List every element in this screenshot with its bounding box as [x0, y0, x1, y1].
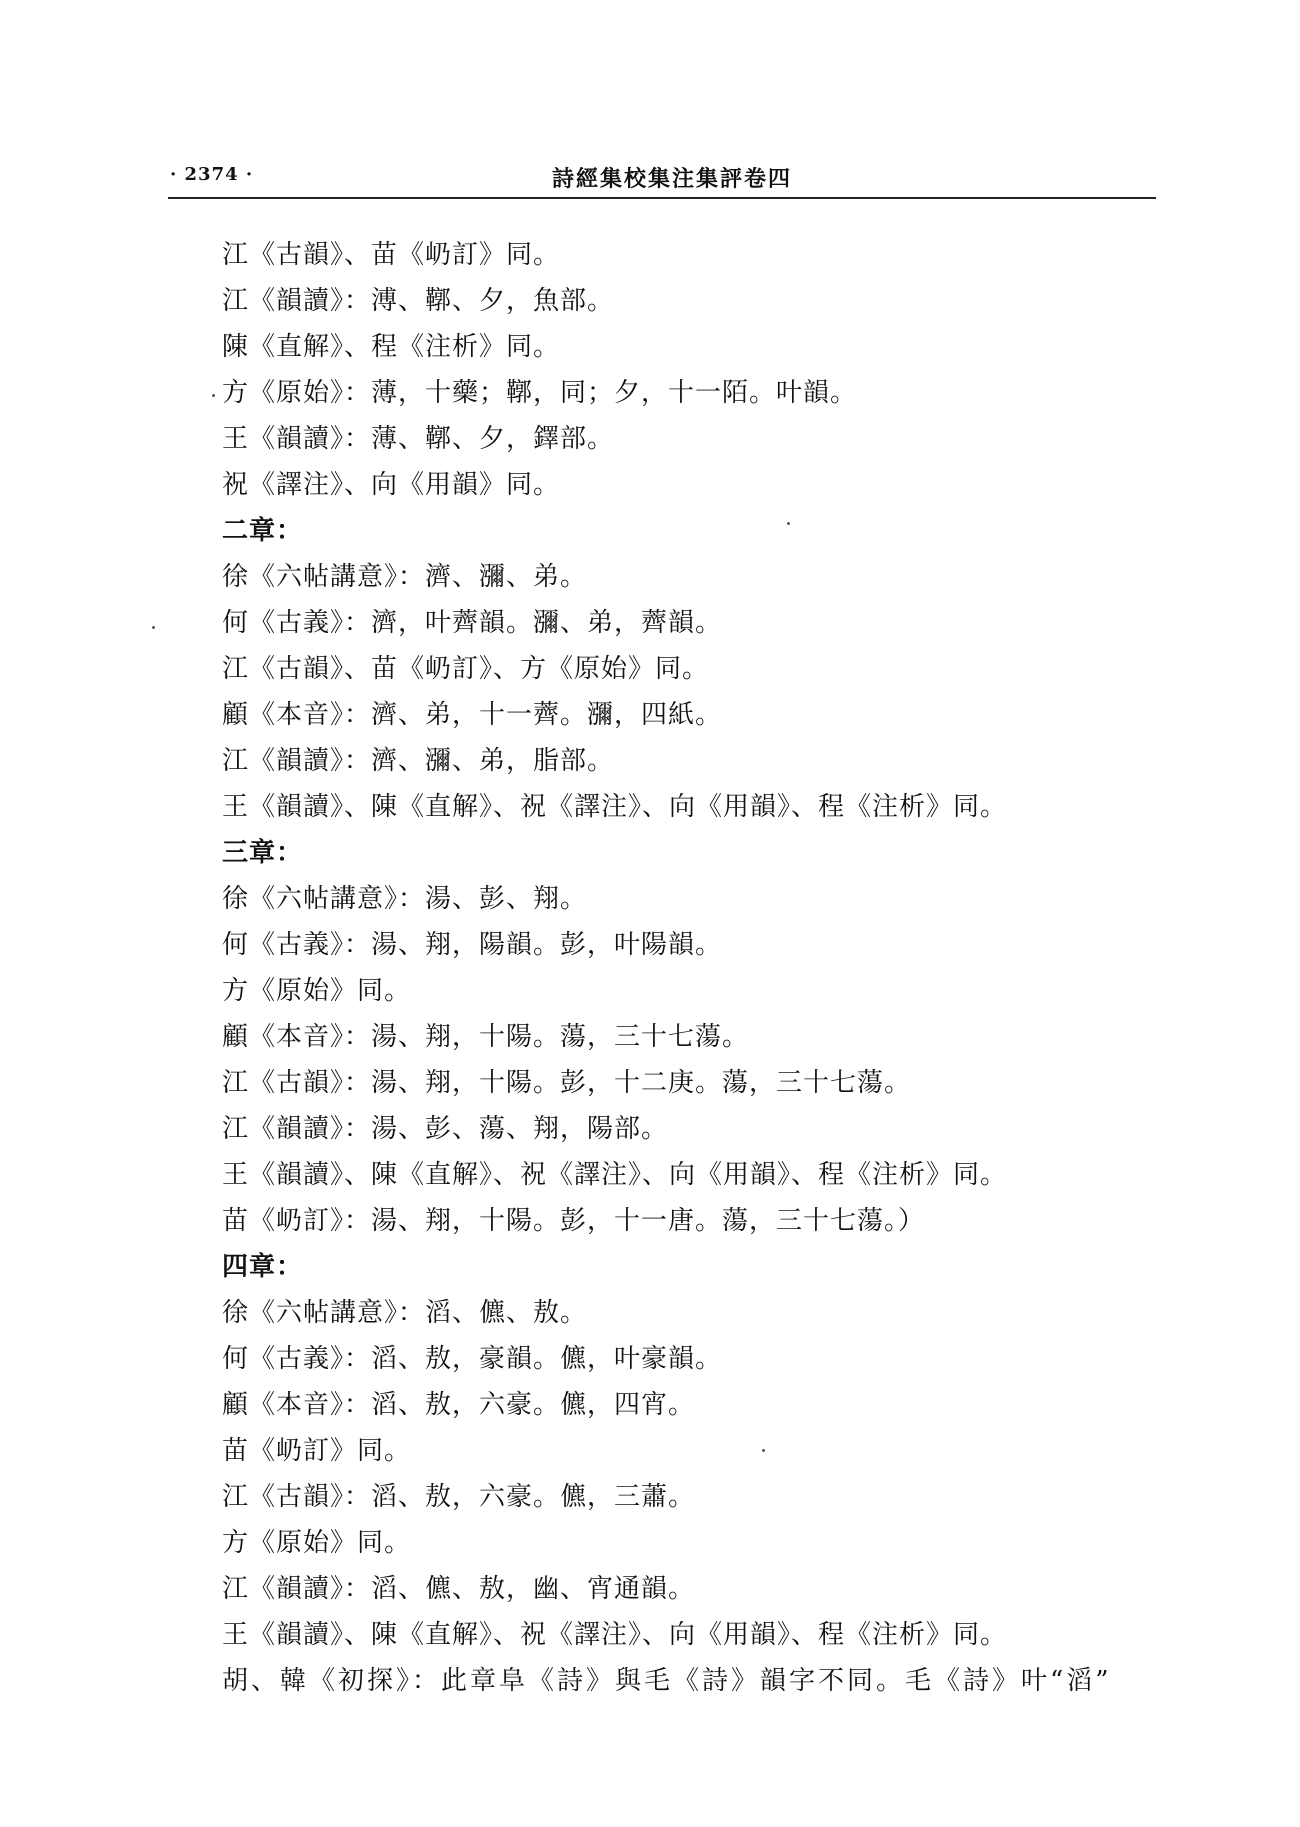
- text-line: 江《古韻》：湯、翔，十陽。彭，十二庚。蕩，三十七蕩。: [222, 1068, 912, 1098]
- print-speck: [152, 626, 155, 629]
- text-line: 江《韻讀》：溥、鞹、夕，魚部。: [222, 286, 615, 316]
- text-line: 何《古義》：滔、敖，豪韻。儦，叶豪韻。: [222, 1344, 723, 1374]
- text-line: 徐《六帖講意》：濟、瀰、弟。: [222, 562, 588, 592]
- text-line: 顧《本音》：濟、弟，十一薺。瀰，四紙。: [222, 700, 723, 730]
- text-line: 王《韻讀》：薄、鞹、夕，鐸部。: [222, 424, 615, 454]
- text-line: 苗《屷訂》同。: [222, 1436, 412, 1466]
- text-line: 王《韻讀》、陳《直解》、祝《譯注》、向《用韻》、程《注析》同。: [222, 792, 1008, 822]
- text-body: [222, 232, 1162, 1704]
- text-line: 祝《譯注》、向《用韻》同。: [222, 470, 561, 500]
- text-line: 江《古韻》、苗《屷訂》、方《原始》同。: [222, 654, 710, 684]
- text-line: 徐《六帖講意》：湯、彭、翔。: [222, 884, 588, 914]
- text-line: 江《韻讀》：濟、瀰、弟，脂部。: [222, 746, 615, 776]
- print-speck: [212, 394, 215, 397]
- text-line: 王《韻讀》、陳《直解》、祝《譯注》、向《用韻》、程《注析》同。: [222, 1160, 1008, 1190]
- text-line: 顧《本音》：滔、敖，六豪。儦，四宵。: [222, 1390, 696, 1420]
- text-line: 方《原始》：薄，十藥；鞹，同；夕，十一陌。叶韻。: [222, 378, 858, 408]
- section-heading: 四章：: [222, 1252, 304, 1282]
- text-line: 江《韻讀》：滔、儦、敖，幽、宵通韻。: [222, 1574, 696, 1604]
- section-heading: 二章：: [222, 516, 304, 546]
- text-line: 何《古義》：湯、翔，陽韻。彭，叶陽韻。: [222, 930, 723, 960]
- page-number: · 2374 ·: [170, 164, 254, 185]
- text-line: 苗《屷訂》：湯、翔，十陽。彭，十一唐。蕩，三十七蕩。）: [222, 1206, 926, 1236]
- text-line: 江《古韻》：滔、敖，六豪。儦，三蕭。: [222, 1482, 696, 1512]
- section-heading: 三章：: [222, 838, 304, 868]
- text-line: 何《古義》：濟，叶薺韻。瀰、弟，薺韻。: [222, 608, 723, 638]
- text-line: 王《韻讀》、陳《直解》、祝《譯注》、向《用韻》、程《注析》同。: [222, 1620, 1008, 1650]
- text-line: 方《原始》同。: [222, 976, 412, 1006]
- text-line: 江《韻讀》：湯、彭、蕩、翔，陽部。: [222, 1114, 669, 1144]
- running-title: 詩經集校集注集評卷四: [552, 166, 793, 192]
- text-line: 徐《六帖講意》：滔、儦、敖。: [222, 1298, 588, 1328]
- text-line: 胡、韓《初探》：此章阜《詩》與毛《詩》韻字不同。毛《詩》叶“滔”: [222, 1666, 1112, 1696]
- text-line: 江《古韻》、苗《屷訂》同。: [222, 240, 561, 270]
- text-line: 陳《直解》、程《注析》同。: [222, 332, 561, 362]
- header-rule: [168, 197, 1156, 199]
- page-header: [170, 160, 1150, 200]
- text-line: 方《原始》同。: [222, 1528, 412, 1558]
- text-line: 顧《本音》：湯、翔，十陽。蕩，三十七蕩。: [222, 1022, 750, 1052]
